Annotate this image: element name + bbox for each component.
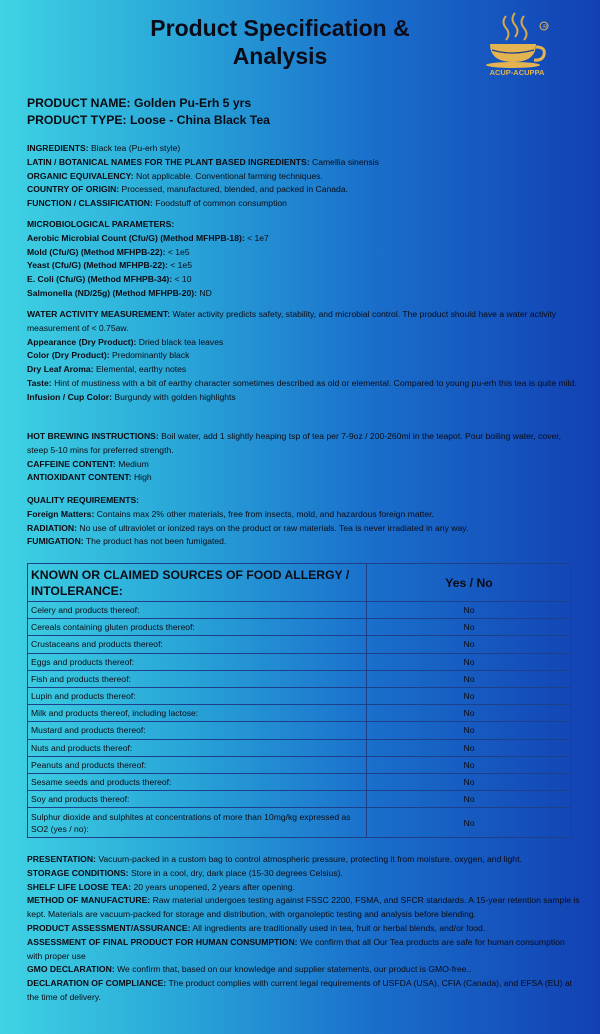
water-activity-row: WATER ACTIVITY MEASUREMENT: Water activity predicts safety, stability, and microbial control. The product should have a water activity measurement of < 0.75aw. xyxy=(27,309,557,333)
general-info-section xyxy=(27,142,582,211)
brewing-row: HOT BREWING INSTRUCTIONS: Boil water, add 1 slightly heaping tsp of tea per 7-9oz / 200-260ml in the teapot. Pour boiling water, cover, steep 5-10 mins for preferred strength. xyxy=(27,431,562,455)
water-activity-section xyxy=(27,308,582,405)
table-header-item: KNOWN OR CLAIMED SOURCES OF FOOD ALLERGY / INTOLERANCE: xyxy=(28,564,367,602)
footer-row: SHELF LIFE LOOSE TEA: 20 years unopened, 2 years after opening. xyxy=(27,881,295,892)
footer-row: DECLARATION OF COMPLIANCE: The product complies with current legal requirements of USFDA (USA), CFIA (Canada), and EFSA (EU) at the time of delivery. xyxy=(27,978,573,1002)
section-heading: MICROBIOLOGICAL PARAMETERS: xyxy=(27,219,175,229)
table-row: Fish and products thereof: No xyxy=(28,670,572,687)
info-row: LATIN / BOTANICAL NAMES FOR THE PLANT BASED INGREDIENTS: Camellia sinensis xyxy=(27,156,379,167)
footer-row: ASSESSMENT OF FINAL PRODUCT FOR HUMAN CONSUMPTION: We confirm that all Our Tea products are safe for human consumption with proper use xyxy=(27,936,565,961)
water-row: Color (Dry Product): Predominantly black xyxy=(27,350,190,361)
table-header-yes-no: Yes / No xyxy=(367,564,572,602)
section-heading: QUALITY REQUIREMENTS: xyxy=(27,495,140,505)
table-row: Mustard and products thereof: No xyxy=(28,722,572,739)
table-row: Cereals containing gluten products thereof: No xyxy=(28,619,572,636)
quality-row: FUMIGATION: The product has not been fumigated. xyxy=(27,536,227,547)
table-row: Soy and products thereof: No xyxy=(28,791,572,808)
microbiological-section xyxy=(27,218,582,301)
water-row: Dry Leaf Aroma: Elemental, earthy notes xyxy=(27,364,187,375)
table-row: Peanuts and products thereof: No xyxy=(28,756,572,773)
footer-section xyxy=(27,853,582,1005)
page-title-line-1: Product Specification & xyxy=(150,15,410,41)
product-identification xyxy=(27,95,270,129)
table-header-row xyxy=(28,564,572,602)
page-title xyxy=(90,14,470,70)
product-type: PRODUCT TYPE: Loose - China Black Tea xyxy=(27,113,270,127)
footer-row: METHOD OF MANUFACTURE: Raw material undergoes testing against FSSC 2200, FSMA, and SFCR standards. A 15-year retention sample is kept. Materials are vacuum-packed for storage and distribution, with organoleptic testing and analysis before blending. xyxy=(27,895,580,920)
table-row: Crustaceans and products thereof: No xyxy=(28,636,572,653)
micro-row: Aerobic Microbial Count (Cfu/G) (Method MFHPB-18): < 1e7 xyxy=(27,232,269,243)
info-row: FUNCTION / CLASSIFICATION: Foodstuff of common consumption xyxy=(27,198,287,209)
logo-text: ACUP-ACUPPA xyxy=(489,68,545,76)
allergy-table xyxy=(27,563,572,838)
table-row: Sesame seeds and products thereof: No xyxy=(28,773,572,790)
footer-row: GMO DECLARATION: We confirm that, based on our knowledge and supplier statements, our product is GMO-free.. xyxy=(27,964,472,975)
page-title-line-2: Analysis xyxy=(232,43,328,69)
info-row: COUNTRY OF ORIGIN: Processed, manufactured, blended, and packed in Canada. xyxy=(27,184,349,195)
table-row: Celery and products thereof: No xyxy=(28,602,572,619)
infusion-row: Infusion / Cup Color: Burgundy with golden highlights xyxy=(27,391,236,402)
footer-row: STORAGE CONDITIONS: Store in a cool, dry, dark place (15-30 degrees Celsius). xyxy=(27,867,343,878)
quality-section xyxy=(27,494,582,549)
info-row: ORGANIC EQUIVALENCY: Not applicable. Conventional farming techniques. xyxy=(27,170,323,181)
quality-row: RADIATION: No use of ultraviolet or ionized rays on the product or raw materials. Tea is never irradiated in any way. xyxy=(27,522,469,533)
micro-row: Yeast (Cfu/G) (Method MFHPB-22): < 1e5 xyxy=(27,260,192,271)
info-row: INGREDIENTS: Black tea (Pu-erh style) xyxy=(27,143,181,153)
micro-row: Mold (Cfu/G) (Method MFHPB-22): < 1e5 xyxy=(27,246,190,257)
taste-row: Taste: Hint of mustiness with a bit of earthy character sometimes described as old or elemental. Compared to young pu-erh this tea is quite mild. xyxy=(27,377,577,388)
svg-text:R: R xyxy=(543,24,548,31)
micro-row: Salmonella (ND/25g) (Method MFHPB-20): ND xyxy=(27,287,212,298)
water-row: Appearance (Dry Product): Dried black tea leaves xyxy=(27,336,224,347)
antioxidant-row: ANTIOXIDANT CONTENT: High xyxy=(27,472,152,483)
footer-row: PRESENTATION: Vacuum-packed in a custom bag to control atmospheric pressure, protecting it from moisture, oxygen, and light. xyxy=(27,854,522,864)
footer-row: PRODUCT ASSESSMENT/ASSURANCE: All ingredients are traditionally used in tea, fruit or herbal blends, and/or food. xyxy=(27,922,486,933)
product-name: PRODUCT NAME: Golden Pu-Erh 5 yrs xyxy=(27,96,252,110)
quality-row: Foreign Matters: Contains max 2% other materials, free from insects, mold, and hazardous foreign matter. xyxy=(27,508,434,519)
brewing-section xyxy=(27,430,582,485)
table-row: Sulphur dioxide and sulphites at concentrations of more than 10mg/kg expressed as SO2 (yes / no): No xyxy=(28,808,572,838)
caffeine-row: CAFFEINE CONTENT: Medium xyxy=(27,458,149,469)
table-row: Nuts and products thereof: No xyxy=(28,739,572,756)
teacup-logo-icon xyxy=(482,10,552,76)
table-row: Eggs and products thereof: No xyxy=(28,653,572,670)
micro-row: E. Coli (Cfu/G) (Method MFHPB-34): < 10 xyxy=(27,274,192,285)
table-row: Milk and products thereof, including lactose: No xyxy=(28,705,572,722)
table-row: Lupin and products thereof: No xyxy=(28,687,572,704)
